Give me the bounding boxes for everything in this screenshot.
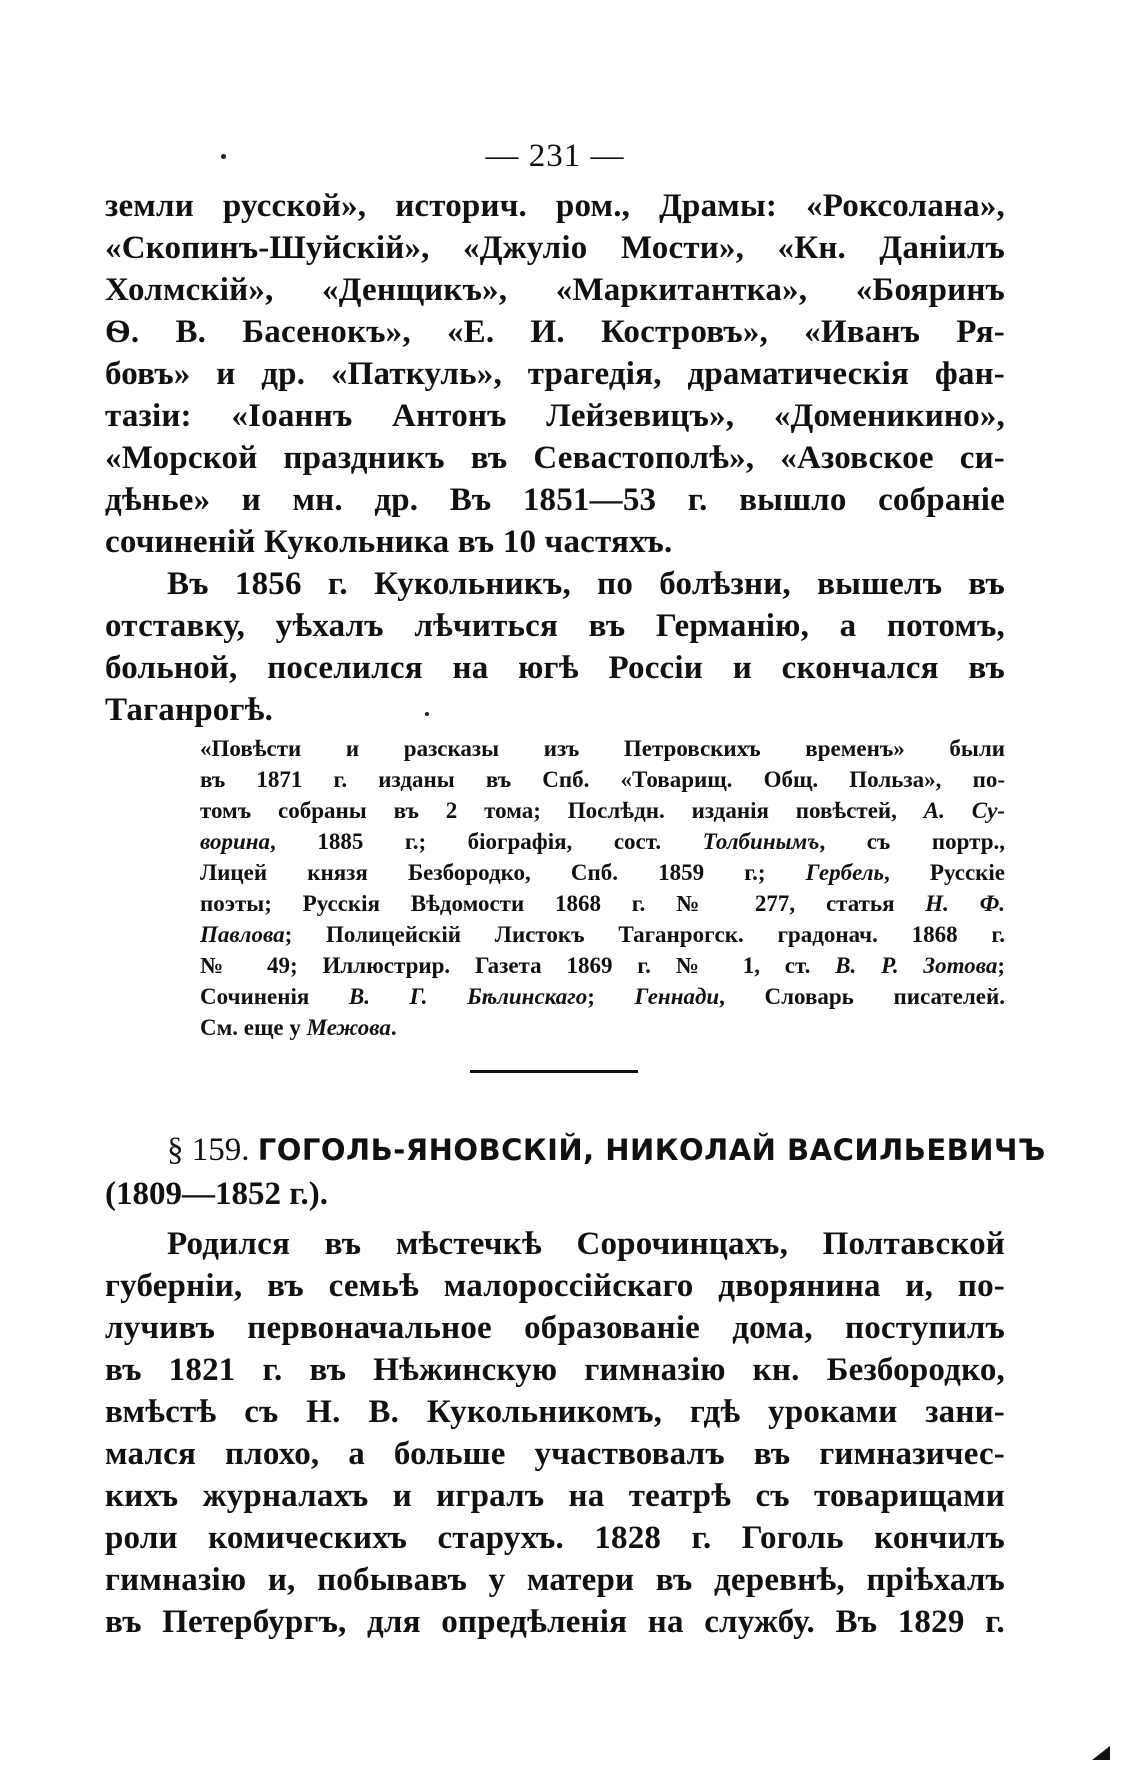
page-corner-mark — [1092, 1746, 1110, 1760]
text-line: Въ 1856 г. Кукольникъ, по болѣзни, вышелъ въ — [167, 566, 1005, 602]
footnote — [200, 733, 1005, 1043]
text-line: отставку, уѣхалъ лѣчиться въ Германію, а потомъ, — [105, 608, 1005, 644]
text-line: сочиненій Кукольника въ 10 частяхъ. — [105, 524, 673, 560]
page-number: — 231 — — [485, 138, 625, 174]
footnote-line: поэты; Русскія Вѣдомости 1868 г. № 277, статья Н. Ф. — [200, 891, 1005, 916]
section-title: ГОГОЛЬ-ЯНОВСКІЙ, НИКОЛАЙ ВАСИЛЬЕВИЧЪ — [257, 1133, 1046, 1167]
section-heading — [105, 1128, 1046, 1216]
text-line: въ 1821 г. въ Нѣжинскую гимназію кн. Безбородко, — [105, 1352, 1005, 1388]
text-line: Ѳ. В. Басенокъ», «Е. И. Костровъ», «Иванъ Ря- — [105, 314, 1005, 350]
text-line: губерніи, въ семьѣ малороссійскаго дворянина и, по- — [105, 1268, 1005, 1304]
print-speck — [425, 712, 429, 716]
text-line: земли русской», историч. ром., Драмы: «Роксолана», — [105, 188, 1005, 224]
footnote-line: ворина, 1885 г.; біографія, сост. Толбинымъ, съ портр., — [200, 829, 1005, 854]
footnote-line: «Повѣсти и разсказы изъ Петровскихъ временъ» были — [200, 736, 1005, 761]
text-line: бовъ» и др. «Паткуль», трагедія, драматическія фан- — [105, 356, 1005, 392]
text-line: вмѣстѣ съ Н. В. Кукольникомъ, гдѣ уроками зани- — [105, 1394, 1005, 1430]
paragraph-1 — [105, 185, 1005, 563]
paragraph-3 — [105, 1223, 1005, 1643]
section-divider — [470, 1070, 638, 1073]
document-page — [105, 0, 1046, 1782]
text-line: дѣнье» и мн. др. Въ 1851—53 г. вышло собраніе — [105, 482, 1005, 518]
paragraph-2 — [105, 563, 1005, 731]
text-line: въ Петербургъ, для опредѣленія на службу. Въ 1829 г. — [105, 1604, 1005, 1640]
text-line: «Морской праздникъ въ Севастополѣ», «Азовское си- — [105, 440, 1005, 476]
text-line: тазіи: «Іоаннъ Антонъ Лейзевицъ», «Доменикино», — [105, 398, 1005, 434]
footnote-line: Сочиненія В. Г. Бѣлинскаго; Геннади, Словарь писателей. — [200, 984, 1005, 1009]
section-dates: (1809—1852 г.). — [105, 1176, 328, 1212]
section-number: § 159. — [167, 1132, 250, 1168]
footnote-line: Лицей князя Безбородко, Спб. 1859 г.; Гербель, Русскіе — [200, 860, 1005, 885]
footnote-line: № 49; Иллюстрир. Газета 1869 г. № 1, ст. В. Р. Зотова; — [200, 953, 1005, 978]
footnote-line: въ 1871 г. изданы въ Спб. «Товарищ. Общ. Польза», по- — [200, 767, 1005, 792]
text-line: лучивъ первоначальное образованіе дома, поступилъ — [105, 1310, 1005, 1346]
print-speck — [221, 154, 226, 159]
text-line: Холмскій», «Денщикъ», «Маркитантка», «Бояринъ — [105, 272, 1005, 308]
footnote-line: томъ собраны въ 2 тома; Послѣдн. изданія повѣстей, А. Су- — [200, 798, 1005, 823]
text-line: гимназію и, побывавъ у матери въ деревнѣ, пріѣхалъ — [105, 1562, 1005, 1598]
text-line: больной, поселился на югѣ Россіи и скончался въ — [105, 650, 1005, 686]
text-line: кихъ журналахъ и игралъ на театрѣ съ товарищами — [105, 1478, 1005, 1514]
text-line: «Скопинъ-Шуйскій», «Джуліо Мости», «Кн. Даніилъ — [105, 230, 1005, 266]
text-line: мался плохо, а больше участвовалъ въ гимназичес- — [105, 1436, 1005, 1472]
text-line: роли комическихъ старухъ. 1828 г. Гоголь кончилъ — [105, 1520, 1005, 1556]
text-line: Родился въ мѣстечкѣ Сорочинцахъ, Полтавской — [167, 1226, 1005, 1262]
footnote-line: Павлова; Полицейскій Листокъ Таганрогск. градонач. 1868 г. — [200, 922, 1005, 947]
text-line: Таганрогѣ. — [105, 692, 274, 728]
footnote-line: См. еще у Межова. — [200, 1015, 397, 1040]
